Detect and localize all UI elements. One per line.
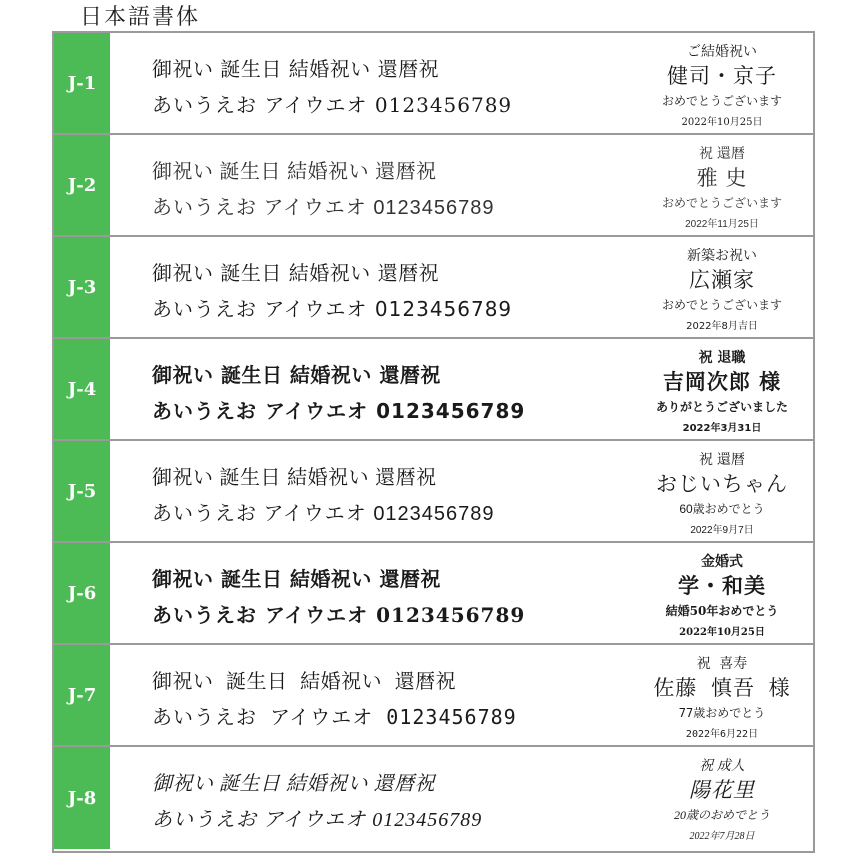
card-date: 2022年8月吉日 bbox=[686, 321, 758, 332]
font-code: J-2 bbox=[54, 135, 110, 235]
sample-kanji-line: 御祝い 誕生日 結婚祝い 還暦祝 bbox=[152, 363, 441, 387]
card-name: 健司・京子 bbox=[667, 64, 777, 88]
card-occasion: 金婚式 bbox=[701, 554, 743, 570]
card-occasion: 祝 成人 bbox=[699, 759, 745, 774]
sample-kana-digits-line: あいうえお アイウエオ 0123456789 bbox=[152, 93, 513, 117]
card-name: 佐藤 慎吾 様 bbox=[653, 676, 791, 700]
font-code: J-5 bbox=[54, 441, 110, 541]
card-name: おじいちゃん bbox=[656, 473, 788, 496]
sample-card bbox=[636, 645, 808, 745]
page-title: 日本語書体 bbox=[80, 5, 201, 30]
sample-kana-digits-line: あいうえお アイウエオ 0123456789 bbox=[152, 297, 513, 321]
font-row-j1 bbox=[54, 33, 813, 135]
card-name: 陽花里 bbox=[689, 778, 755, 802]
sample-kanji-line: 御祝い 誕生日 結婚祝い 還暦祝 bbox=[152, 773, 435, 795]
card-name: 雅 史 bbox=[696, 167, 748, 190]
card-date: 2022年11月25日 bbox=[685, 219, 759, 230]
sample-card bbox=[636, 237, 808, 337]
card-date: 2022年7月28日 bbox=[689, 831, 755, 842]
sample-kana-digits-line: あいうえお アイウエオ 0123456789 bbox=[152, 603, 526, 627]
font-sample-table bbox=[52, 31, 815, 853]
font-row-j8 bbox=[54, 747, 813, 849]
font-row-j5 bbox=[54, 441, 813, 543]
card-date: 2022年10月25日 bbox=[679, 627, 765, 638]
card-date: 2022年6月22日 bbox=[685, 729, 759, 740]
sample-kanji-line: 御祝い 誕生日 結婚祝い 還暦祝 bbox=[152, 161, 437, 183]
card-occasion: 祝 還暦 bbox=[699, 451, 745, 467]
card-message: おめでとうございます bbox=[661, 196, 782, 210]
sample-kanji-line: 御祝い 誕生日 結婚祝い 還暦祝 bbox=[152, 567, 441, 591]
sample-card bbox=[636, 339, 808, 439]
font-row-j3 bbox=[54, 237, 813, 339]
font-code: J-4 bbox=[54, 339, 110, 439]
card-date: 2022年10月25日 bbox=[681, 117, 763, 128]
sample-kana-digits-line: あいうえお アイウエオ 0123456789 bbox=[152, 503, 495, 525]
card-name: 吉岡次郎 様 bbox=[662, 370, 782, 394]
sample-kanji-line: 御祝い 誕生日 結婚祝い 還暦祝 bbox=[152, 57, 440, 81]
card-message: 60歳おめでとう bbox=[679, 502, 765, 516]
sample-kanji-line: 御祝い 誕生日 結婚祝い 還暦祝 bbox=[152, 669, 457, 693]
font-row-j4 bbox=[54, 339, 813, 441]
font-row-j6 bbox=[54, 543, 813, 645]
card-occasion: ご結婚祝い bbox=[687, 44, 757, 60]
card-date: 2022年3月31日 bbox=[682, 423, 762, 434]
card-occasion: 新築お祝い bbox=[687, 248, 757, 264]
card-occasion: 祝 退職 bbox=[698, 350, 746, 366]
card-date: 2022年9月7日 bbox=[690, 525, 754, 536]
font-code: J-3 bbox=[54, 237, 110, 337]
card-message: 結婚50年おめでとう bbox=[665, 604, 779, 618]
font-code: J-6 bbox=[54, 543, 110, 643]
card-name: 広瀬家 bbox=[689, 268, 755, 292]
card-occasion: 祝 還暦 bbox=[699, 145, 745, 161]
card-message: 77歳おめでとう bbox=[678, 706, 766, 720]
sample-card bbox=[636, 135, 808, 235]
font-row-j7 bbox=[54, 645, 813, 747]
font-code: J-1 bbox=[54, 33, 110, 133]
sample-kana-digits-line: あいうえお アイウエオ 0123456789 bbox=[152, 399, 526, 423]
font-code: J-8 bbox=[54, 747, 110, 849]
sample-card bbox=[636, 441, 808, 541]
sample-card bbox=[636, 33, 808, 133]
sample-kana-digits-line: あいうえお アイウエオ 0123456789 bbox=[152, 197, 495, 219]
font-code: J-7 bbox=[54, 645, 110, 745]
sample-kanji-line: 御祝い 誕生日 結婚祝い 還暦祝 bbox=[152, 467, 437, 489]
sample-kana-digits-line: あいうえお アイウエオ 0123456789 bbox=[152, 705, 517, 729]
card-name: 学・和美 bbox=[678, 573, 766, 598]
card-occasion: 祝 喜寿 bbox=[696, 656, 748, 672]
sample-kana-digits-line: あいうえお アイウエオ 0123456789 bbox=[152, 809, 483, 831]
card-message: 20歳のおめでとう bbox=[673, 808, 770, 822]
font-row-j2 bbox=[54, 135, 813, 237]
sample-kanji-line: 御祝い 誕生日 結婚祝い 還暦祝 bbox=[152, 261, 440, 285]
card-message: おめでとうございます bbox=[661, 298, 782, 312]
card-message: おめでとうございます bbox=[661, 94, 782, 108]
card-message: ありがとうございました bbox=[655, 400, 788, 414]
sample-card bbox=[636, 747, 808, 849]
sample-card bbox=[636, 543, 808, 643]
